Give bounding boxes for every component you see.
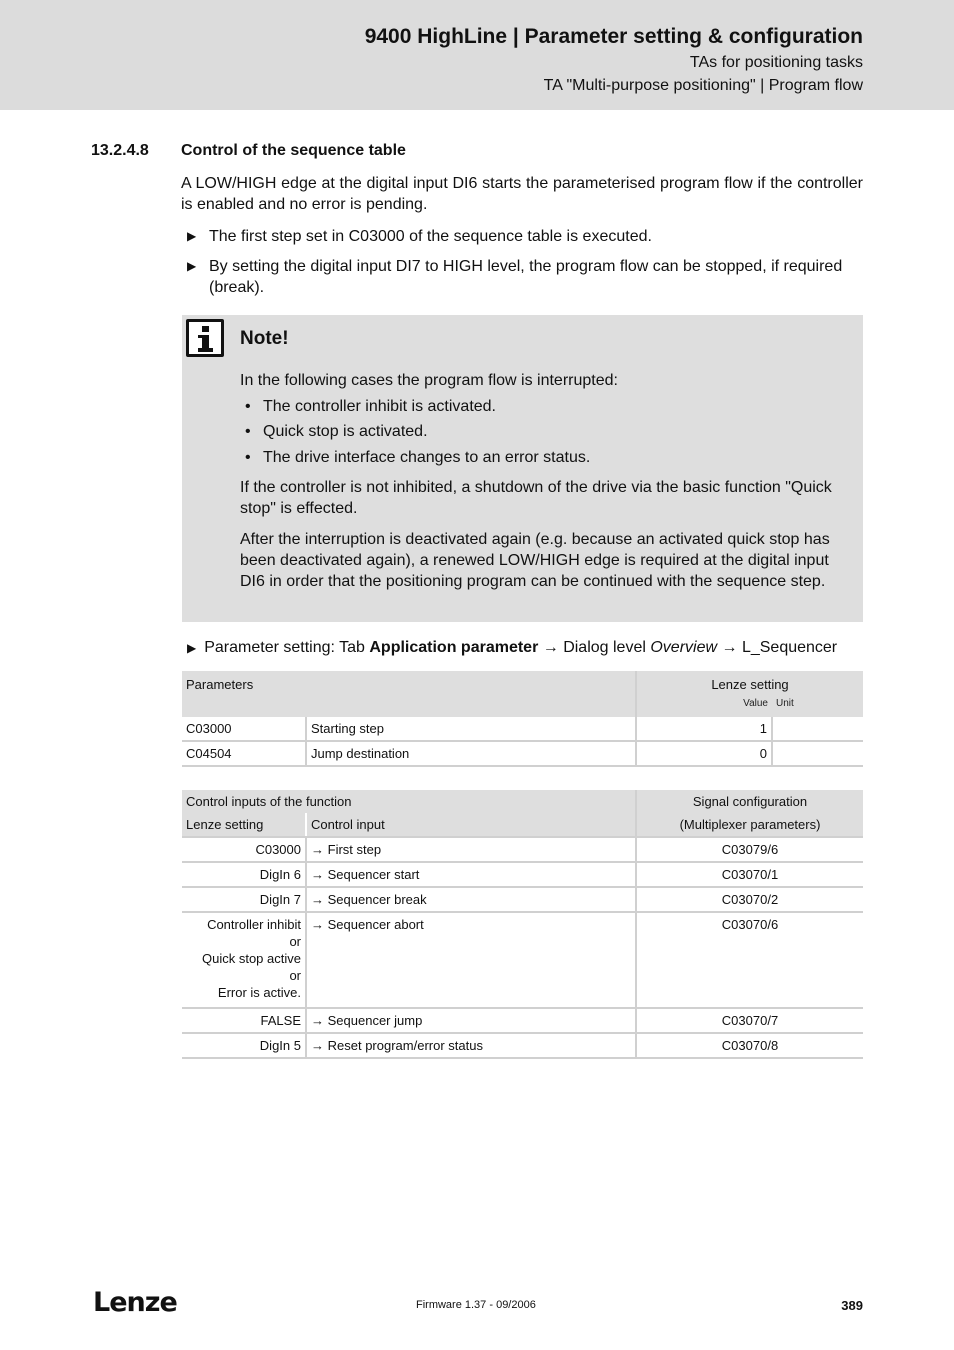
- table-header: Signal configuration: [692, 794, 808, 809]
- table-subheader: Unit: [776, 698, 794, 710]
- table-header: Lenze setting: [711, 677, 789, 692]
- table-row: DigIn 7 → Sequencer break C03070/2: [182, 887, 863, 912]
- chapter-subtitle: TAs for positioning tasks: [689, 54, 863, 71]
- lenze-logo: Lenze: [93, 1287, 177, 1318]
- table-header: (Multiplexer parameters): [636, 813, 863, 837]
- table-row: C04504 Jump destination 0: [182, 741, 863, 766]
- control-inputs-table: [182, 790, 863, 1059]
- arrow-right-icon: →: [311, 842, 324, 857]
- note-title: Note!: [240, 328, 289, 349]
- function-block-name: L_Sequencer: [737, 639, 838, 656]
- table-subheader: Value: [743, 698, 768, 710]
- page-number: 389: [841, 1298, 863, 1313]
- firmware-version: Firmware 1.37 - 09/2006: [416, 1299, 536, 1311]
- arrow-right-icon: →: [311, 892, 324, 907]
- table-row: Controller inhibit or Quick stop active or Error is active. → Sequencer abort C03070/6: [182, 912, 863, 1008]
- table-row: DigIn 5 → Reset program/error status C03070/8: [182, 1033, 863, 1058]
- arrow-right-icon: →: [311, 1038, 324, 1053]
- note-paragraph: After the interruption is deactivated again (e.g. because an activated quick stop has been deactivated again), a renewed LOW/HIGH edge is required at the digital input DI6 in order that the positioning program can be continued with the sequence step.: [240, 531, 830, 590]
- arrow-right-icon: →: [311, 1013, 324, 1028]
- bullet-dot-icon: •: [245, 423, 251, 440]
- tab-name: Application parameter: [369, 639, 539, 656]
- table-header: Control inputs of the function: [182, 790, 636, 813]
- note-box: Note! In the following cases the program flow is interrupted: • The controller inhibit is activated. • Quick stop is activated. • The drive interface changes to an error status. If the controller is not inhibited, a shutdown of the drive via the basic function "Quick stop" is effected. After the interruption is deactivated again (e.g. because an activated quick stop has been deactivated again), a renewed LOW/HIGH edge is required at the digital input DI6 in order that the positioning program can be continued with the sequence step.: [182, 315, 863, 622]
- arrow-right-icon: →: [311, 867, 324, 882]
- table-row: DigIn 6 → Sequencer start C03070/1: [182, 862, 863, 887]
- triangle-bullet-icon: ▶: [187, 229, 197, 243]
- note-paragraph: If the controller is not inhibited, a shutdown of the drive via the basic function "Quick stop" is effected.: [240, 479, 832, 517]
- bullet-text: By setting the digital input DI7 to HIGH level, the program flow can be stopped, if required (break).: [209, 258, 843, 296]
- table-row: C03000 Starting step 1: [182, 717, 863, 741]
- table-row: C03000 → First step C03079/6: [182, 837, 863, 862]
- parameters-table: [182, 671, 863, 767]
- bullet-dot-icon: •: [245, 449, 251, 466]
- triangle-bullet-icon: ▶: [187, 641, 197, 655]
- arrow-right-icon: →: [311, 917, 324, 932]
- section-subtitle: TA "Multi-purpose positioning" | Program flow: [543, 77, 863, 94]
- table-header: Lenze setting: [182, 813, 306, 837]
- section-number: 13.2.4.8: [91, 142, 149, 159]
- arrow-right-icon: →: [721, 639, 738, 656]
- triangle-bullet-icon: ▶: [187, 259, 197, 273]
- parameter-setting-path: ▶ Parameter setting: Tab Application parameter → Dialog level Overview → L_Sequencer: [187, 639, 838, 656]
- arrow-right-icon: →: [542, 639, 559, 656]
- note-lead: In the following cases the program flow is interrupted:: [240, 372, 618, 389]
- table-row: FALSE → Sequencer jump C03070/7: [182, 1008, 863, 1033]
- bullet-text: The first step set in C03000 of the sequence table is executed.: [209, 228, 652, 245]
- bullet-dot-icon: •: [245, 398, 251, 415]
- dialog-level: Overview: [650, 639, 718, 656]
- intro-paragraph: A LOW/HIGH edge at the digital input DI6 starts the parameterised program flow if the controller is enabled and no error is pending.: [181, 175, 863, 213]
- page-header: [0, 0, 954, 110]
- section-title: Control of the sequence table: [181, 142, 406, 159]
- table-header: Parameters: [182, 671, 636, 717]
- document-title: 9400 HighLine | Parameter setting & configuration: [364, 25, 863, 48]
- table-header: Control input: [306, 813, 636, 837]
- info-icon: [186, 319, 224, 357]
